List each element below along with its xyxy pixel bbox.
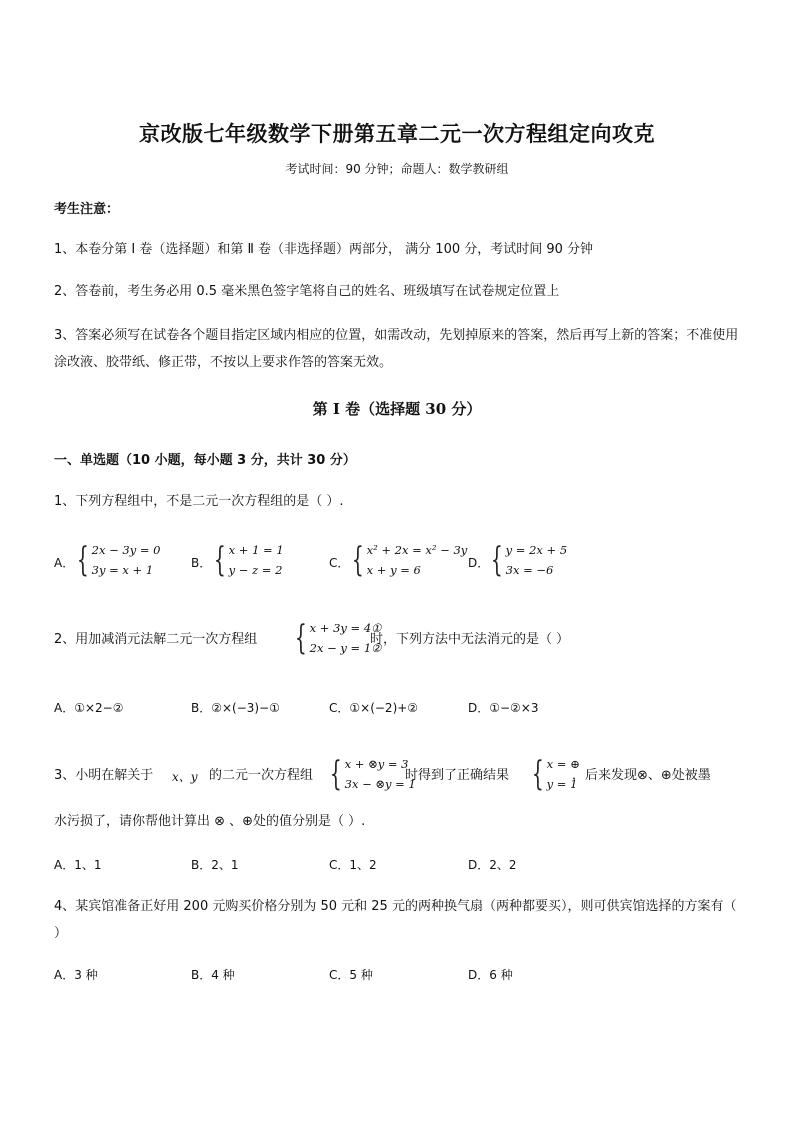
notice-item-1: 1、本卷分第 Ⅰ 卷（选择题）和第 Ⅱ 卷（非选择题）两部分， 满分 100 分，考试时间 90 分钟 [54,242,594,257]
q4-option-b[interactable]: B．4 种 [191,968,235,982]
equation: x + 3y = 4① [309,621,382,635]
q2-option-b[interactable]: B．②×(−3)−① [191,701,280,715]
question-2-stem-b: 时，下列方法中无法消元的是（ ） [370,632,570,647]
question-2-stem-a: 2、用加减消元法解二元一次方程组 [54,632,258,647]
q1-option-a-system [72,540,160,580]
brace-icon: { [351,540,364,580]
brace-icon: { [531,754,544,794]
q2-option-a[interactable]: A．①×2−② [54,701,124,715]
notice-item-2: 2、答卷前，考生务必用 0.5 毫米黑色签字笔将自己的姓名、班级填写在试卷规定位置上 [54,284,560,299]
question-1-stem: 1、下列方程组中，不是二元一次方程组的是（ ）. [54,494,344,509]
q4-option-c[interactable]: C．5 种 [329,968,373,982]
question-3-stem-line2: 水污损了，请你帮他计算出 ⊗ 、⊕处的值分别是（ ）. [54,814,366,829]
equation: x = ⊕ [546,757,580,771]
brace-icon: { [76,540,89,580]
brace-icon: { [490,540,503,580]
q1-option-d-system [486,540,567,580]
question-3-stem-a: 3、小明在解关于 [54,768,154,783]
page-title: 京改版七年级数学下册第五章二元一次方程组定向攻克 [139,121,655,146]
brace-icon: { [329,754,342,794]
notice-heading: 考生注意： [54,202,120,217]
q1-option-d-letter[interactable]: D． [468,556,490,570]
q1-option-c-system [347,540,467,580]
equation: y = 2x + 5 [505,543,568,557]
q4-option-a[interactable]: A．3 种 [54,968,98,982]
section-heading: 一、单选题（10 小题，每小题 3 分，共计 30 分） [54,453,356,468]
notice-item-3: 3、答案必须写在试卷各个题目指定区域内相应的位置，如需改动，先划掉原来的答案，然后再写上新的答案；不准使用涂改液、胶带纸、修正带，不按以上要求作答的答案无效。 [54,328,739,370]
question-3-stem-b: 的二元一次方程组 [209,768,314,783]
q3-option-a[interactable]: A．1、1 [54,858,102,872]
equation: 2x − y = 1② [309,641,382,655]
q1-option-b-letter[interactable]: B． [191,556,212,570]
question-3-stem-d: ．后来发现⊗、⊕处被墨 [572,768,711,783]
q4-option-d[interactable]: D．6 种 [468,968,513,982]
q2-option-d[interactable]: D．①−②×3 [468,701,539,715]
question-3-stem-c: 时得到了正确结果 [405,768,510,783]
equation: x + y = 6 [366,563,421,577]
q3-system [325,754,416,794]
q3-option-b[interactable]: B．2、1 [191,858,239,872]
q2-system [290,618,381,658]
brace-icon: { [294,618,307,658]
q3-option-c[interactable]: C．1、2 [329,858,377,872]
question-3-vars: x、y [172,770,198,784]
equation: 3x = −6 [505,563,554,577]
equation: 3y = x + 1 [91,563,154,577]
q1-option-c-letter[interactable]: C． [329,556,350,570]
equation: x + 1 = 1 [228,543,284,557]
equation: y = 1 [546,777,578,791]
q2-option-c[interactable]: C．①×(−2)+② [329,701,419,715]
question-4-stem: 4、某宾馆准备正好用 200 元购买价格分别为 50 元和 25 元的两种换气扇（两种都要买），则可供宾馆选择的方案有（ ） [54,899,737,941]
equation: x + ⊗y = 3 [344,757,409,771]
equation: x² + 2x = x² − 3y [366,543,468,557]
equation: 2x − 3y = 0 [91,543,161,557]
part-title: 第 Ⅰ 卷（选择题 30 分） [312,400,482,418]
brace-icon: { [213,540,226,580]
q3-option-d[interactable]: D．2、2 [468,858,517,872]
equation: 3x − ⊗y = 1 [344,777,416,791]
equation: y − z = 2 [228,563,283,577]
exam-info: 考试时间：90 分钟；命题人：数学教研组 [285,162,509,176]
q1-option-a-letter[interactable]: A． [54,556,75,570]
q1-option-b-system [209,540,284,580]
